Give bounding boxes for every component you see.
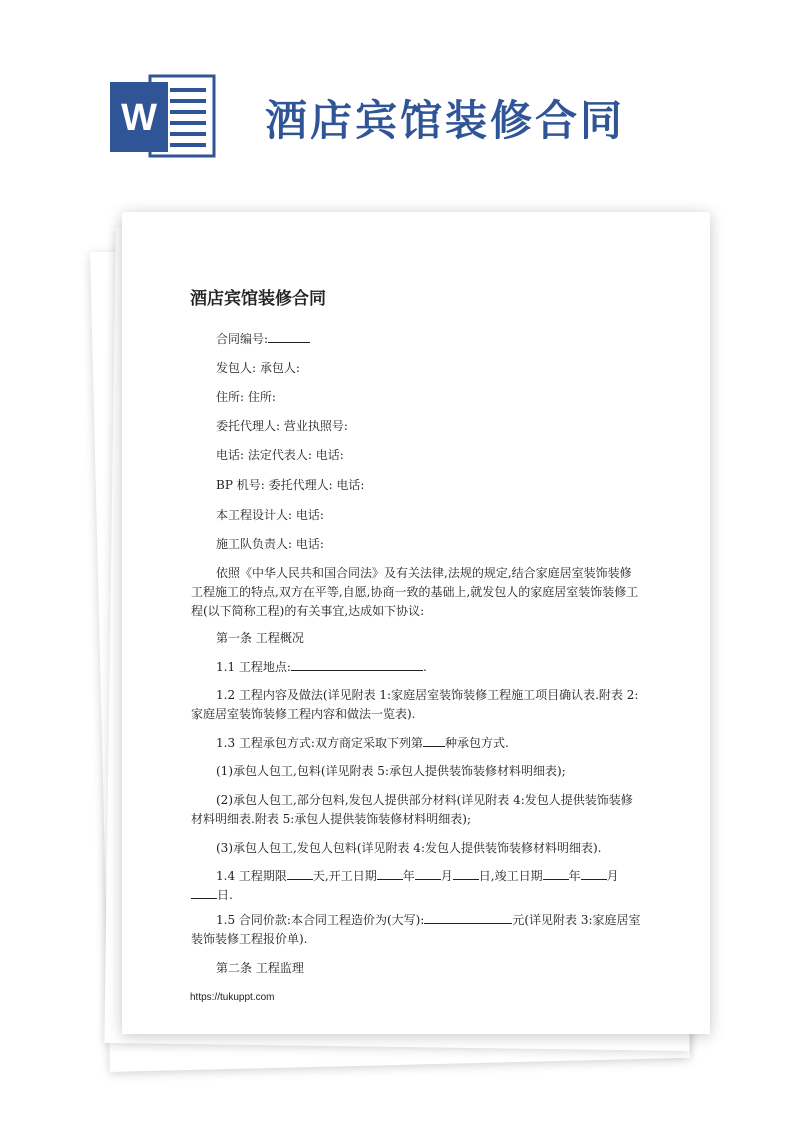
preamble-paragraph: 依照《中华人民共和国合同法》及有关法律,法规的规定,结合家庭居室装饰装修工程施工的特点,双方在平等,自愿,协商一致的基础上,就发包人的家庭居室装饰装修工程(以下简称工程)的有关事宜,达成如下协议: [191, 566, 639, 618]
option-1: (1)承包人包工,包料(详见附表 5:承包人提供装饰装修材料明细表); [216, 764, 566, 778]
party-line: 发包人: 承包人: [216, 361, 300, 375]
page-title: 酒店宾馆装修合同 [265, 96, 626, 145]
option-3: (3)承包人包工,发包人包料(详见附表 4:发包人提供装饰装修材料明细表). [216, 841, 602, 855]
item-1-1: 1.1 工程地点: . [216, 660, 427, 674]
foreman-line: 施工队负责人: 电话: [216, 537, 324, 551]
item-1-2: 1.2 工程内容及做法(详见附表 1:家庭居室装饰装修工程施工项目确认表.附表 2:家庭居室装饰装修工程内容和做法一览表). [191, 688, 639, 721]
svg-text:W: W [121, 97, 157, 139]
item-1-3: 1.3 工程承包方式:双方商定采取下列第 种承包方式. [216, 736, 509, 750]
address-line: 住所: 住所: [216, 390, 276, 404]
option-2: (2)承包人包工,部分包料,发包人提供部分材料(详见附表 4:发包人提供装饰装修材料明细表.附表 5:承包人提供装饰装修材料明细表); [191, 793, 633, 826]
word-document-icon [110, 72, 216, 160]
bp-line: BP 机号: 委托代理人: 电话: [216, 478, 365, 492]
agent-line: 委托代理人: 营业执照号: [216, 419, 348, 433]
contract-number-line: 合同编号: [216, 330, 310, 349]
article-heading: 第二条 工程监理 [216, 961, 304, 975]
phone-line: 电话: 法定代表人: 电话: [216, 448, 344, 462]
footer-url: https://tukuppt.com [190, 992, 275, 1003]
item-1-4: 1.4 工程期限 天,开工日期 年 月 日,竣工日期 年 月日. [191, 867, 641, 905]
designer-line: 本工程设计人: 电话: [216, 508, 324, 522]
document-title: 酒店宾馆装修合同 [190, 289, 326, 309]
item-1-5: 1.5 合同价款:本合同工程造价为(大写): 元(详见附表 3:家庭居室装饰装修工程报价单). [191, 913, 641, 946]
article-heading: 第一条 工程概况 [216, 631, 304, 645]
